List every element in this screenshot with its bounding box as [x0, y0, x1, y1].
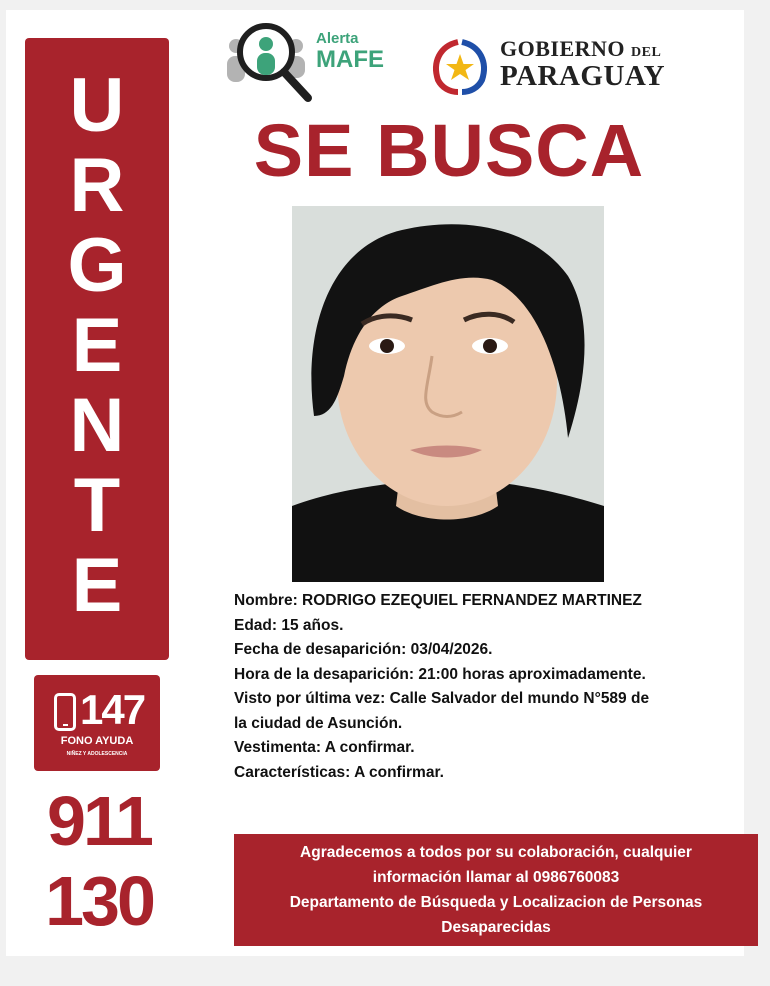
portrait-image — [292, 206, 604, 582]
detail-label: Características: — [234, 763, 351, 781]
urgente-letter: N — [69, 383, 125, 468]
detail-row-visto — [234, 687, 744, 712]
gobierno-paraguay-logo — [428, 36, 708, 96]
footer-line: información llamar al 0986760083 — [372, 869, 620, 886]
del-word: DEL — [631, 45, 662, 60]
helpline-box — [34, 675, 160, 771]
detail-label: Visto por última vez: — [234, 690, 386, 707]
gobierno-line1 — [500, 36, 661, 62]
phone-icon — [54, 693, 76, 731]
detail-row-fecha — [234, 638, 744, 663]
urgente-letter: E — [71, 303, 123, 388]
urgente-letter: R — [69, 143, 125, 228]
footer-line: Desaparecidas — [441, 919, 551, 936]
detail-value: 21:00 horas aproximadamente. — [418, 665, 646, 683]
gobierno-word: GOBIERNO — [500, 36, 626, 61]
detail-label: Nombre: — [234, 592, 298, 609]
contact-footer — [234, 834, 758, 946]
detail-row-vestimenta — [234, 736, 744, 761]
missing-person-photo — [292, 206, 604, 582]
urgente-banner — [25, 38, 169, 660]
headline-se-busca: SE BUSCA — [253, 109, 645, 192]
alerta-mafe-logo — [216, 16, 396, 104]
urgente-letter: T — [73, 463, 121, 548]
national-emblem-icon — [428, 36, 492, 96]
detail-value: RODRIGO EZEQUIEL FERNANDEZ MARTINEZ — [302, 592, 642, 609]
detail-label: Hora de la desaparición: — [234, 665, 415, 683]
emergency-number-130: 130 — [45, 862, 153, 940]
footer-line: Departamento de Búsqueda y Localizacion de Personas — [289, 894, 703, 911]
footer-line: Agradecemos a todos por su colaboración, cualquier — [300, 844, 692, 861]
helpline-sublabel: NIÑEZ Y ADOLESCENCIA — [66, 751, 128, 757]
urgente-letter: U — [69, 63, 125, 148]
detail-value: Calle Salvador del mundo N°589 de — [389, 690, 650, 707]
detail-row-caracteristicas — [234, 761, 744, 786]
urgente-letter: G — [67, 223, 127, 308]
detail-label: Edad: — [234, 616, 278, 634]
detail-value: la ciudad de Asunción. — [234, 714, 403, 732]
urgente-letter: E — [71, 543, 123, 628]
detail-label: Fecha de desaparición: — [234, 641, 407, 658]
mafe-text: MAFE — [316, 46, 384, 73]
detail-row-edad — [234, 614, 744, 639]
helpline-number: 147 — [80, 686, 145, 733]
emergency-number-911: 911 — [47, 782, 151, 860]
detail-value: 03/04/2026. — [410, 641, 493, 658]
person-details — [234, 589, 744, 785]
detail-value: A confirmar. — [354, 763, 444, 781]
detail-row-hora — [234, 663, 744, 688]
detail-row-nombre — [234, 589, 744, 614]
detail-label: Vestimenta: — [234, 739, 322, 756]
detail-value: 15 años. — [281, 616, 344, 634]
paraguay-word: PARAGUAY — [500, 60, 666, 92]
detail-value: A confirmar. — [324, 739, 415, 756]
alerta-text: Alerta — [316, 30, 359, 47]
magnifier-people-icon — [216, 16, 316, 104]
helpline-label: FONO AYUDA — [60, 735, 134, 747]
detail-row-visto-cont — [234, 712, 744, 737]
